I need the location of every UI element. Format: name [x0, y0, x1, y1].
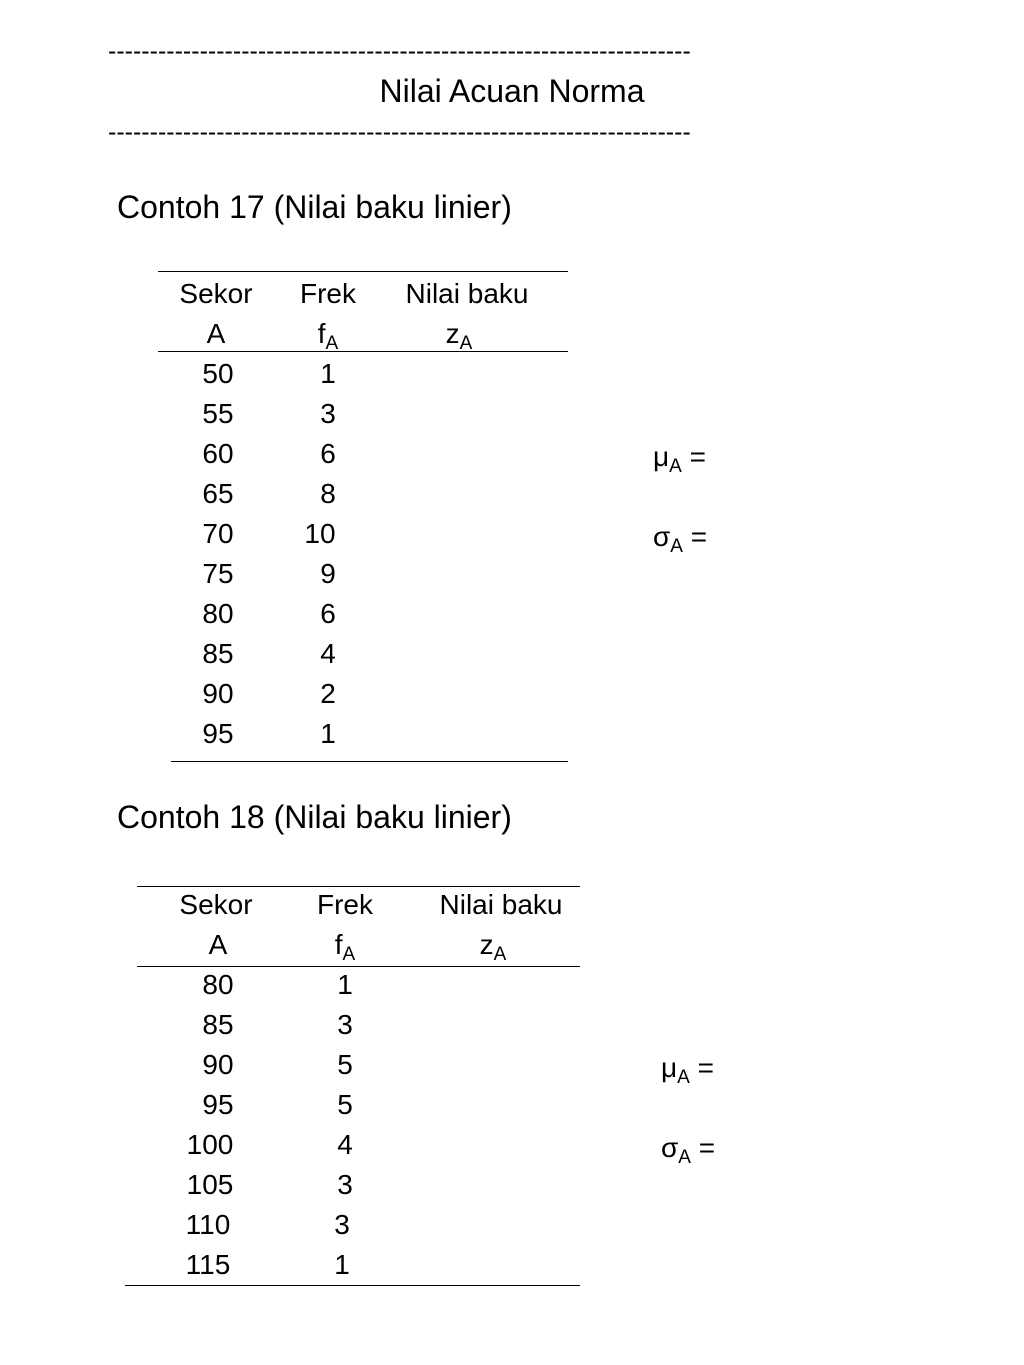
table-cell-frequency: 8: [320, 478, 336, 509]
table-header-rule: [158, 351, 568, 352]
table-cell-frequency: 5: [337, 1049, 353, 1080]
header-standard-score-var: $z_A$: [445, 318, 473, 354]
header-frequency: Frek: [317, 889, 373, 920]
table-cell-frequency: 3: [337, 1169, 353, 1200]
header-frequency-var: $f_A$: [317, 318, 339, 354]
table-bottom-rule: [125, 1285, 580, 1286]
table-cell-score: 95: [202, 1089, 234, 1120]
table-cell-frequency: 9: [320, 558, 336, 589]
example-18-heading: Contoh 18 (Nilai baku linier): [117, 799, 512, 835]
header-score: Sekor: [179, 278, 253, 309]
table-cell-frequency: 3: [337, 1009, 353, 1040]
table-cell-frequency: 6: [320, 438, 336, 469]
table-cell-score: 100: [186, 1129, 234, 1160]
table-cell-score: 85: [202, 638, 234, 669]
table-cell-score: 50: [202, 358, 234, 389]
header-score: Sekor: [179, 889, 253, 920]
table-cell-score: 95: [202, 718, 234, 749]
table-cell-score: 115: [185, 1249, 231, 1280]
table-cell-score: 60: [202, 438, 234, 469]
example-17-heading: Contoh 17 (Nilai baku linier): [117, 189, 512, 225]
table-cell-frequency: 10: [304, 518, 336, 549]
table-cell-score: 70: [202, 518, 234, 549]
header-score-var: A: [208, 929, 228, 960]
table-bottom-rule: [171, 761, 568, 762]
table-cell-score: 90: [202, 1049, 234, 1080]
header-standard-score: Nilai baku: [439, 889, 563, 920]
table-cell-frequency: 3: [334, 1209, 350, 1240]
table-cell-frequency: 1: [337, 969, 353, 1000]
table-cell-score: 75: [202, 558, 234, 589]
table-cell-frequency: 4: [320, 638, 336, 669]
table-cell-frequency: 1: [320, 358, 336, 389]
example-17-std-dev: $\sigma_A$ =: [653, 521, 708, 557]
table-cell-frequency: 2: [320, 678, 336, 709]
header-frequency: Frek: [300, 278, 356, 309]
page-title: Nilai Acuan Norma: [379, 73, 645, 109]
table-cell-score: 85: [202, 1009, 234, 1040]
table-cell-frequency: 5: [337, 1089, 353, 1120]
table-cell-score: 80: [202, 969, 234, 1000]
table-cell-frequency: 1: [334, 1249, 350, 1280]
table-cell-score: 105: [186, 1169, 234, 1200]
table-cell-score: 110: [185, 1209, 231, 1240]
example-18-std-dev: $\sigma_A$ =: [661, 1132, 716, 1168]
table-cell-frequency: 3: [320, 398, 336, 429]
table-cell-score: 65: [202, 478, 234, 509]
header-score-var: A: [206, 318, 226, 349]
table-top-rule: [158, 271, 568, 272]
header-standard-score: Nilai baku: [405, 278, 529, 309]
table-cell-score: 80: [202, 598, 234, 629]
example-17-mean: $\mu_A$ =: [653, 441, 706, 477]
table-cell-score: 55: [202, 398, 234, 429]
table-cell-frequency: 1: [320, 718, 336, 749]
table-cell-score: 90: [202, 678, 234, 709]
header-frequency-var: $f_A$: [334, 929, 356, 965]
bottom-divider: ----------------------------------------------------------------------: [108, 118, 691, 146]
example-18-mean: $\mu_A$ =: [661, 1052, 714, 1088]
top-divider: ----------------------------------------------------------------------: [108, 37, 691, 65]
header-standard-score-var: $z_A$: [479, 929, 507, 965]
table-cell-frequency: 6: [320, 598, 336, 629]
table-cell-frequency: 4: [337, 1129, 353, 1160]
